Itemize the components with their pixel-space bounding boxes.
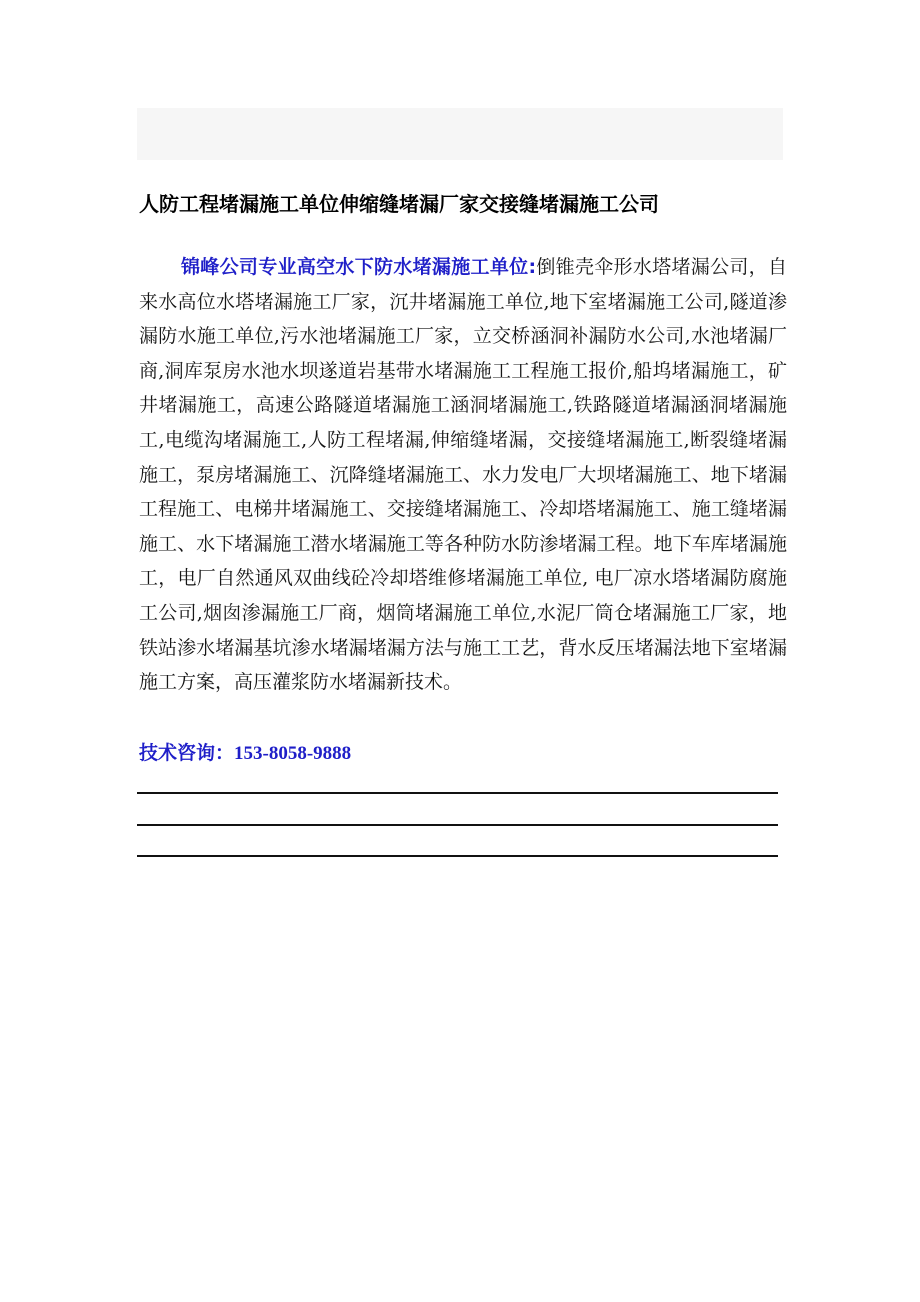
body-text: 倒锥壳伞形水塔堵漏公司，自来水高位水塔堵漏施工厂家，沉井堵漏施工单位,地下室堵漏施工公司,隧道渗漏防水施工单位,污水池堵漏施工厂家，立交桥涵洞补漏防水公司,水池堵漏厂商,洞库泵房水池水坝遂道岩基带水堵漏施工工程施工报价,船坞堵漏施工，矿井堵漏施工，高速公路隧道堵漏施工涵洞堵漏施工,铁路隧道堵漏涵洞堵漏施工,电缆沟堵漏施工,人防工程堵漏,伸缩缝堵漏，交接缝堵漏施工,断裂缝堵漏施工，泵房堵漏施工、沉降缝堵漏施工、水力发电厂大坝堵漏施工、地下堵漏工程施工、电梯井堵漏施工、交接缝堵漏施工、冷却塔堵漏施工、施工缝堵漏施工、水下堵漏施工潜水堵漏施工等各种防水防渗堵漏工程。地下车库堵漏施工，电厂自然通风双曲线砼冷却塔维修堵漏施工单位, 电厂凉水塔堵漏防腐施工公司,烟囱渗漏施工厂商，烟筒堵漏施工单位,水泥厂筒仓堵漏施工厂家，地铁站渗水堵漏基坑渗水堵漏堵漏方法与施工工艺，背水反压堵漏法地下室堵漏施工方案，高压灌浆防水堵漏新技术。 bbox=[139, 256, 787, 694]
separator-line bbox=[137, 824, 778, 826]
separator-line bbox=[137, 792, 778, 794]
contact-label: 技术咨询： bbox=[139, 742, 235, 764]
contact-phone: 153-8058-9888 bbox=[234, 743, 352, 764]
document-title: 人防工程堵漏施工单位伸缩缝堵漏厂家交接缝堵漏施工公司 bbox=[139, 192, 659, 216]
header-band bbox=[137, 108, 783, 160]
contact-line bbox=[139, 738, 351, 765]
body-paragraph bbox=[139, 250, 787, 700]
body-paragraph-block bbox=[139, 250, 787, 700]
separator-line bbox=[137, 855, 778, 857]
lead-phrase: 锦峰公司专业高空水下防水堵漏施工单位: bbox=[181, 256, 537, 278]
